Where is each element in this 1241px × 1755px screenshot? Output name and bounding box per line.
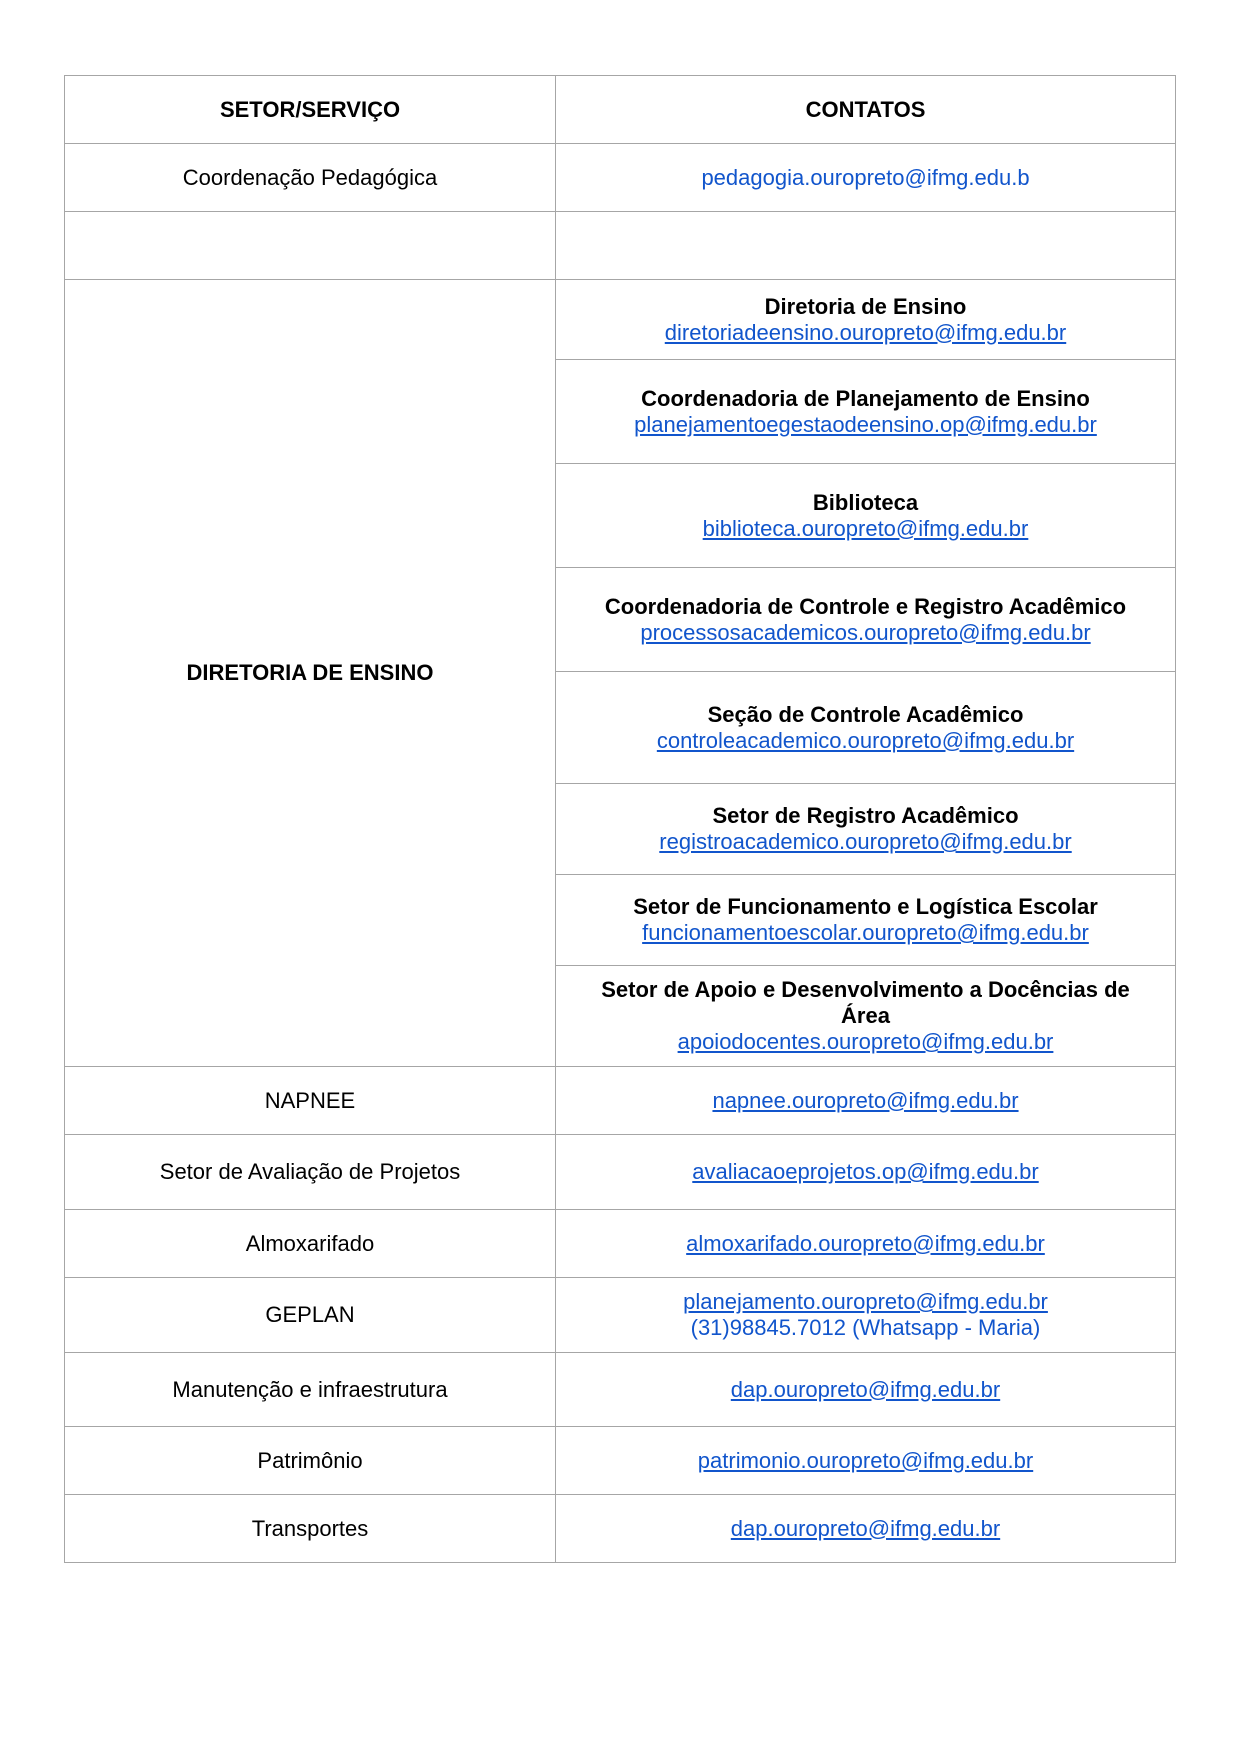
sector-name: Transportes xyxy=(65,1495,556,1563)
email-link[interactable]: planejamento.ouropreto@ifmg.edu.br xyxy=(683,1289,1048,1314)
sub-sector-title: Setor de Apoio e Desenvolvimento a Docências de Área xyxy=(601,977,1130,1028)
email-link[interactable]: registroacademico.ouropreto@ifmg.edu.br xyxy=(659,829,1072,854)
email-link[interactable]: dap.ouropreto@ifmg.edu.br xyxy=(730,1376,1001,1402)
sector-name: Coordenação Pedagógica xyxy=(65,144,556,212)
phone-number: (31)98845.7012 (Whatsapp - Maria) xyxy=(690,1315,1041,1340)
table-row xyxy=(65,1278,1176,1353)
table-row xyxy=(65,1135,1176,1210)
email-link[interactable]: processosacademicos.ouropreto@ifmg.edu.br xyxy=(640,619,1091,645)
sector-name: GEPLAN xyxy=(65,1278,556,1353)
email-link[interactable]: napnee.ouropreto@ifmg.edu.br xyxy=(712,1087,1019,1113)
sector-name: Almoxarifado xyxy=(65,1210,556,1278)
table-row xyxy=(65,1067,1176,1135)
sub-sector-title: Coordenadoria de Planejamento de Ensino xyxy=(641,385,1090,411)
header-contacts: CONTATOS xyxy=(556,76,1176,144)
email-link[interactable]: almoxarifado.ouropreto@ifmg.edu.br xyxy=(686,1230,1045,1256)
email-link[interactable]: controleacademico.ouropreto@ifmg.edu.br xyxy=(656,727,1075,753)
table-row xyxy=(65,1210,1176,1278)
contact-cell xyxy=(556,212,1176,280)
table-row xyxy=(65,1353,1176,1427)
contacts-table xyxy=(64,75,1176,1563)
table-row xyxy=(65,1495,1176,1563)
email-link[interactable]: apoiodocentes.ouropreto@ifmg.edu.br xyxy=(677,1029,1054,1054)
sector-name: Patrimônio xyxy=(65,1427,556,1495)
email-link[interactable]: diretoriadeensino.ouropreto@ifmg.edu.br xyxy=(664,319,1067,345)
email-link[interactable]: planejamentoegestaodeensino.op@ifmg.edu.br xyxy=(634,411,1097,437)
sub-sector-title: Coordenadoria de Controle e Registro Acadêmico xyxy=(604,593,1127,619)
email-link[interactable]: patrimonio.ouropreto@ifmg.edu.br xyxy=(697,1447,1034,1473)
sub-sector-title: Biblioteca xyxy=(812,489,919,515)
sub-sector-title: Setor de Registro Acadêmico xyxy=(712,803,1019,828)
sector-name: Manutenção e infraestrutura xyxy=(65,1353,556,1427)
email-link[interactable]: funcionamentoescolar.ouropreto@ifmg.edu.br xyxy=(642,920,1089,945)
email-link[interactable]: pedagogia.ouropreto@ifmg.edu.b xyxy=(701,164,1030,190)
header-row xyxy=(65,76,1176,144)
table-row xyxy=(65,1427,1176,1495)
email-link[interactable]: avaliacaoeprojetos.op@ifmg.edu.br xyxy=(692,1159,1039,1184)
diretoria-label: DIRETORIA DE ENSINO xyxy=(65,280,556,1067)
sub-row xyxy=(65,280,1176,360)
sector-name xyxy=(65,212,556,280)
sub-sector-title: Diretoria de Ensino xyxy=(764,293,967,319)
email-link[interactable]: biblioteca.ouropreto@ifmg.edu.br xyxy=(702,515,1029,541)
empty-row xyxy=(65,212,1176,280)
header-sector: SETOR/SERVIÇO xyxy=(65,76,556,144)
table-row xyxy=(65,144,1176,212)
sub-sector-title: Setor de Funcionamento e Logística Escolar xyxy=(633,894,1098,919)
sub-sector-title: Seção de Controle Acadêmico xyxy=(707,701,1024,727)
email-link[interactable]: dap.ouropreto@ifmg.edu.br xyxy=(730,1515,1001,1541)
sector-name: NAPNEE xyxy=(65,1067,556,1135)
sector-name: Setor de Avaliação de Projetos xyxy=(65,1135,556,1210)
